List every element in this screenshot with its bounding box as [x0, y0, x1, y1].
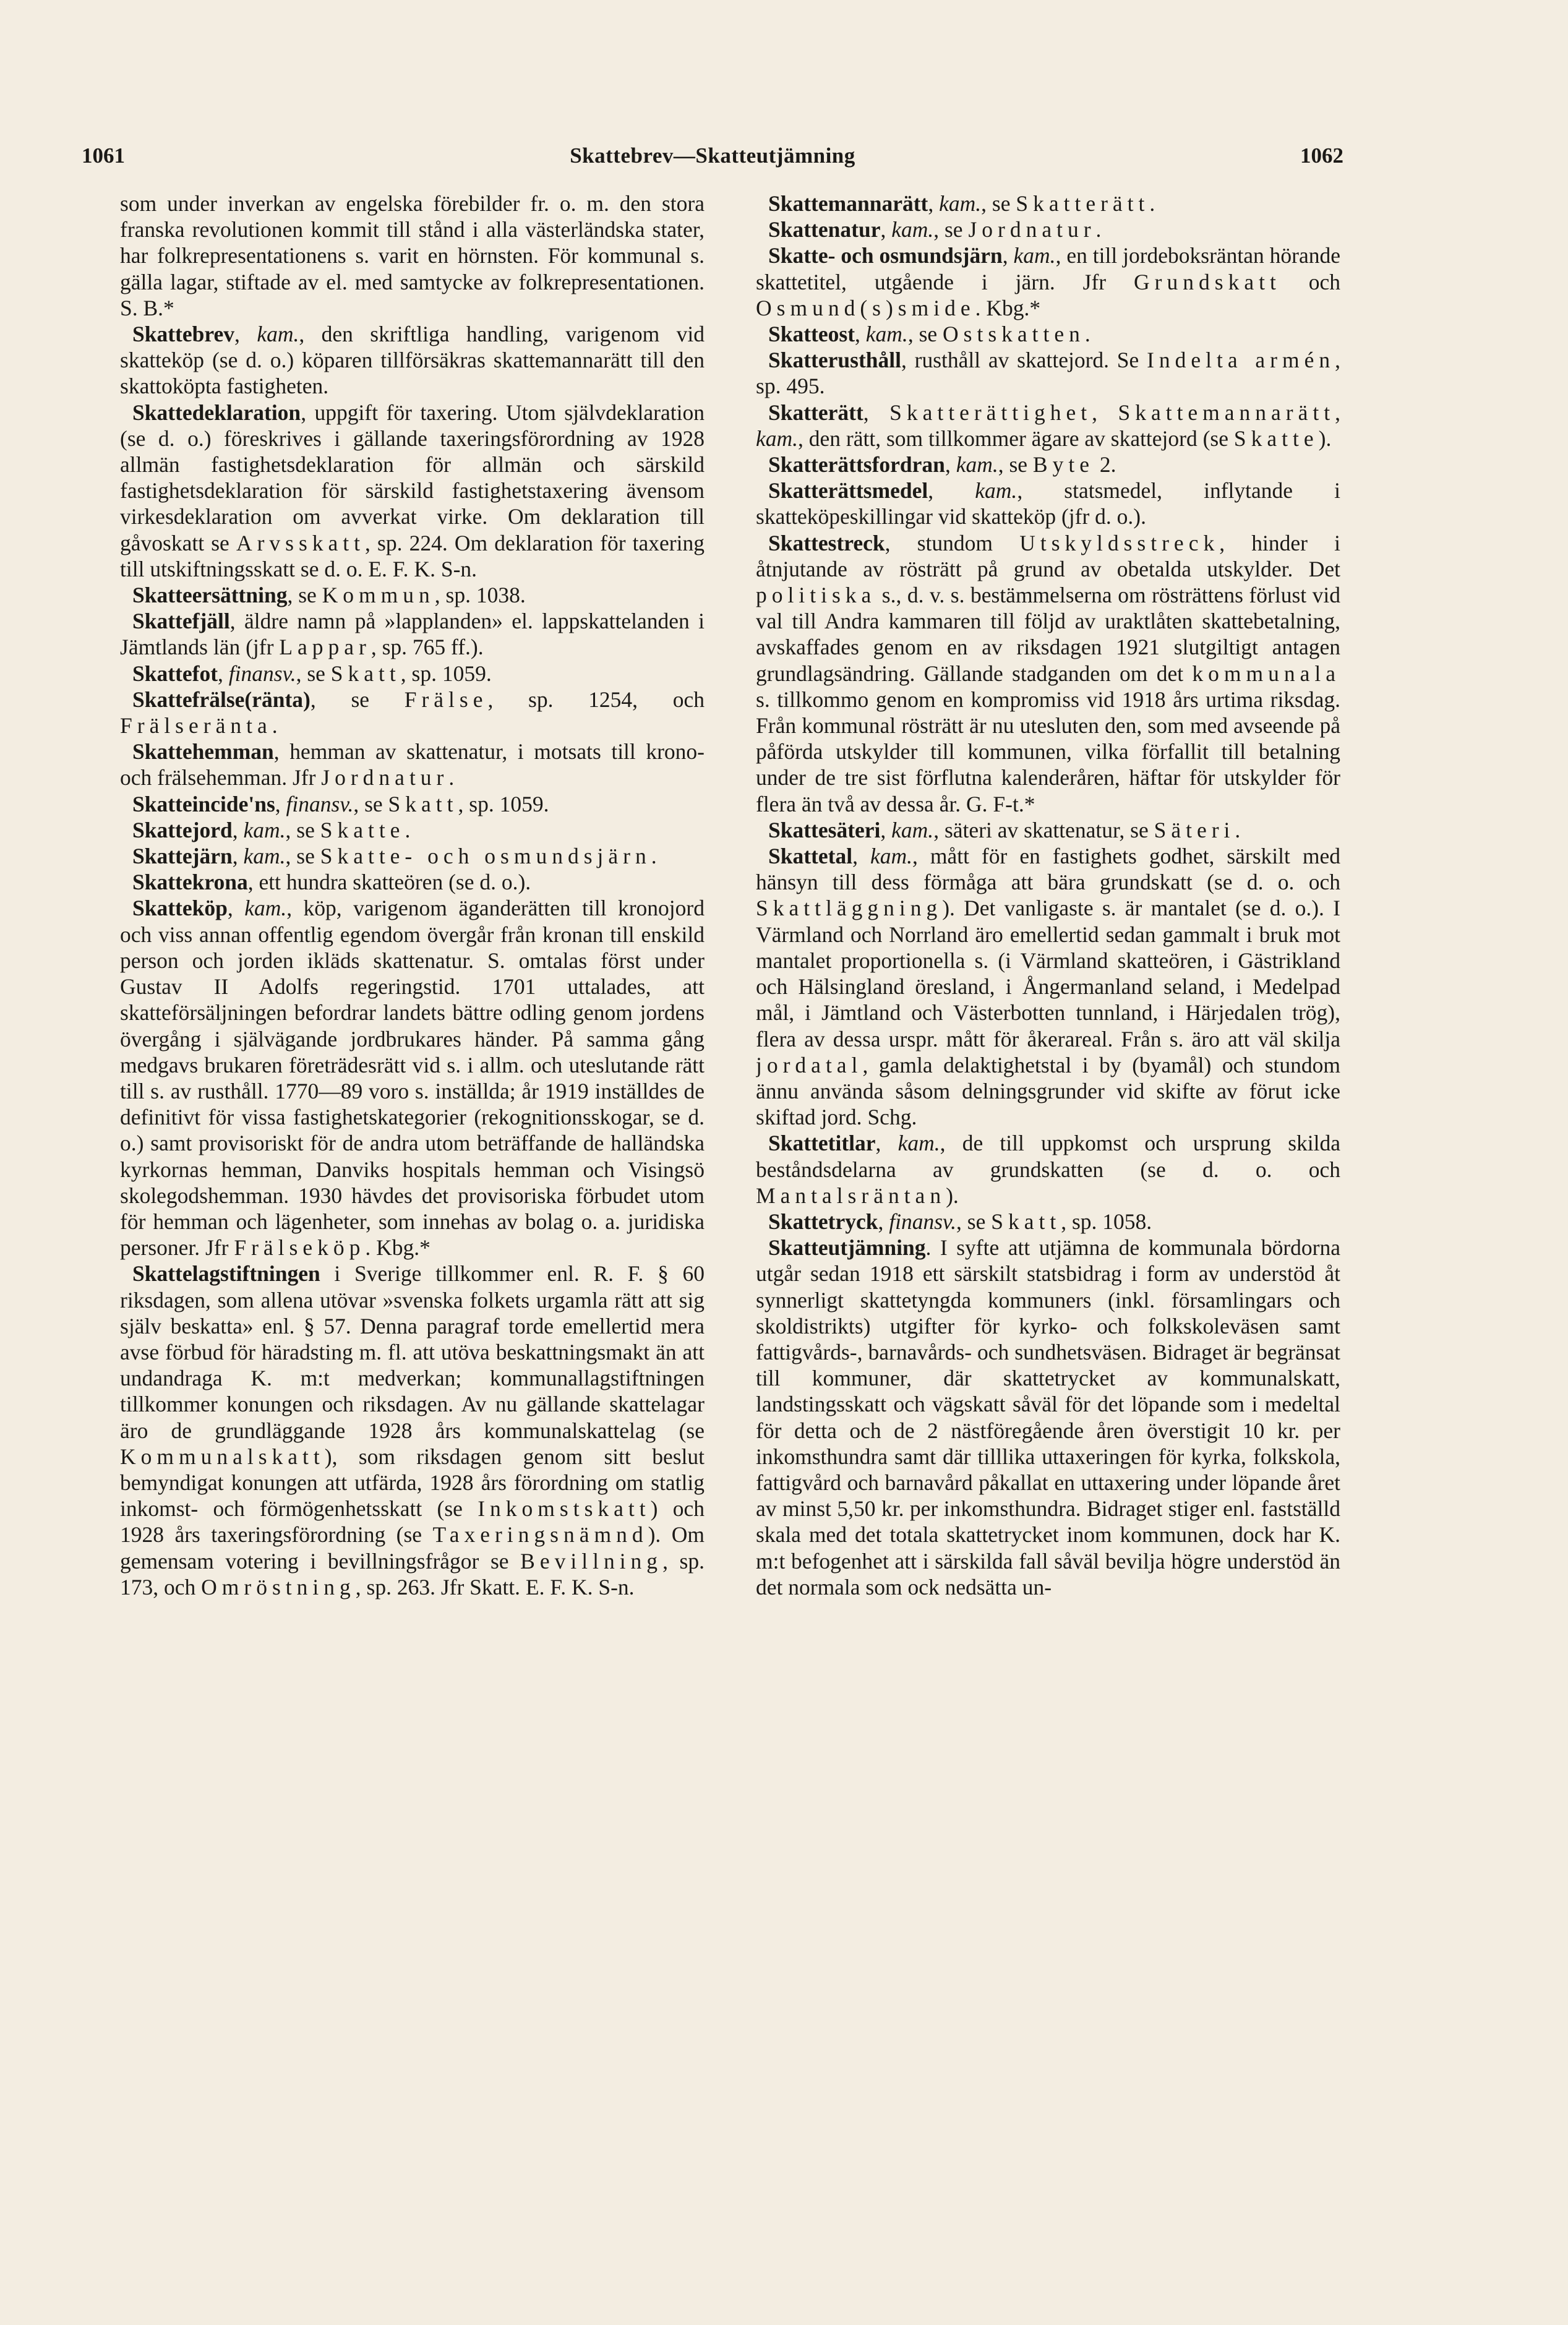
entry-headword: Skatteincide'ns [132, 791, 275, 816]
cross-reference: Frälse [404, 687, 488, 712]
cross-reference: kommunala [1192, 661, 1340, 686]
entry-headword: Skattejord [132, 817, 233, 842]
entry-headword: Skatterusthåll [768, 348, 901, 373]
entry-text: , [928, 478, 975, 503]
cross-reference: Skatt [388, 791, 458, 816]
entry-text: , stundom [885, 530, 1020, 555]
entry-text: , gamla delaktighetstal i by (byamål) och stundom ännu använda såsom delningsgrunder vid skifte av förut icke skiftad jord. [756, 1052, 1340, 1130]
entry-headword: Skatterätt [768, 400, 863, 425]
cross-reference: Frälseköp [234, 1235, 366, 1261]
dictionary-entry [756, 817, 1340, 843]
entry-headword: Skattemannarätt [768, 191, 928, 216]
cross-reference: Frälseränta [120, 713, 272, 739]
page-number-right: 1062 [1300, 143, 1343, 168]
dictionary-entry [120, 687, 705, 739]
entry-abbreviation: kam. [898, 1131, 940, 1156]
cross-reference: Säteri [1154, 817, 1235, 842]
entry-text: . [651, 844, 657, 869]
entry-text: . [365, 1235, 377, 1261]
entry-text: . I syfte att utjämna de kommunala bördorna utgår sedan 1918 ett särskilt statsbidrag i form av understöd åt synnerligt skattetyngda kommuners (inkl. församlingars och skoldistrikts) utgifter för kyrko- och folkskoleväsen samt fattigvårds-, barnavårds- och sundhetsväsen. Bidraget är begränsat till kommuner, där skattetrycket av kommunalskatt, landstingsskatt och vägskatt såväl för det löpande som i medeltal för detta och de 2 nästföregående åren överstigit 10 kr. per inkomsthundra samt där tilllika uttaxeringen för kyrka, folkskola, fattigvård och barnavård påkallat en uttaxering under löpande året av minst 5,50 kr. per inkomsthundra. Bidraget stiger enl. fastställd skala med det totala skattetrycket inom kommunen, dock har K. m:t befogenhet att i särskilda fall såväl bevilja högre understöd än det normala som ock nedsätta un- [756, 1235, 1340, 1599]
entry-abbreviation: kam. [257, 322, 299, 347]
entry-text: , [880, 217, 892, 242]
entry-text: s., d. v. s. bestämmelserna om rösträttens förlust vid val till Andra kammaren till följd av uraktlåten skattebetalning, avskaffades genom en av riksdagen 1921 slutgiltigt antagen grundlagsändring. Gällande stadganden om det [756, 583, 1340, 686]
entry-text: , se [907, 322, 943, 347]
cross-reference: Kommunalskatt [120, 1444, 325, 1469]
dictionary-entry [120, 817, 705, 843]
dictionary-entry [756, 1209, 1340, 1235]
entry-text: ). [946, 1183, 959, 1208]
left-column [120, 191, 705, 2188]
entry-headword: Skatterättsfordran [768, 452, 945, 477]
entry-abbreviation: kam. [243, 844, 286, 869]
cross-reference: Bevillning [520, 1548, 663, 1574]
cross-reference: Mantalsräntan [756, 1183, 946, 1208]
cross-reference: jordatal [756, 1052, 863, 1077]
entry-text: , [1092, 400, 1118, 425]
entry-text: , sp. 765 ff.). [371, 635, 484, 660]
cross-reference: Ostskatten [943, 322, 1085, 347]
entry-abbreviation: kam. [1013, 243, 1056, 268]
cross-reference: Grundskatt [1134, 269, 1281, 294]
dictionary-entry [120, 608, 705, 660]
entry-text: ). [1318, 426, 1332, 451]
cross-reference: Skattemannarätt [1118, 400, 1335, 425]
entry-text: , statsmedel, inflytande i skatteköpeskillingar vid skatteköp (jfr d. o.). [756, 478, 1340, 529]
entry-headword: Skattefjäll [132, 609, 230, 634]
cross-reference: Osmund(s)smide [756, 295, 975, 320]
entry-text: , [234, 322, 257, 347]
entry-abbreviation: kam. [891, 817, 934, 842]
entry-text: , [218, 661, 229, 686]
entry-text: , [227, 896, 245, 921]
entry-headword: Skattesäteri [768, 817, 881, 842]
entry-text: , [855, 322, 866, 347]
entry-abbreviation: kam. [243, 817, 286, 842]
entry-headword: Skattehemman [132, 739, 274, 764]
entry-abbreviation: kam. [891, 217, 934, 242]
dictionary-entry [120, 843, 705, 869]
entry-text: , den rätt, som tillkommer ägare av skattejord (se [798, 426, 1234, 451]
entry-abbreviation: finansv. [228, 661, 296, 686]
entry-text: . [1235, 817, 1241, 842]
entry-text: , [232, 817, 244, 842]
entry-text: , [275, 791, 286, 816]
entry-text: , [880, 817, 892, 842]
cross-reference: Utskyldsstreck [1019, 530, 1220, 555]
dictionary-entry [120, 582, 705, 608]
entry-text: . [272, 713, 278, 739]
dictionary-entry [756, 242, 1340, 321]
entry-text: , [1335, 400, 1340, 425]
dictionary-entry [756, 400, 1340, 452]
entry-text: i Sverige tillkommer enl. R. F. § 60 riksdagen, som allena utövar »svenska folkets urgamla rätt att sig själv beskatta» enl. § 57. Denna paragraf torde emellertid mera avse förbud för häradsting m. fl. att utöva beskattningsmakt än att undandraga K. m:t medverkan; kommunallagstiftningen tillkommer konungen och riksdagen. Av nu gällande skattelagar äro de grundläggande 1928 års kommunalskattelag (se [120, 1261, 705, 1443]
author-signature: Kbg.* [376, 1235, 431, 1261]
entry-abbreviation: kam. [956, 452, 998, 477]
entry-text: , [852, 844, 870, 869]
dictionary-entry [120, 400, 705, 582]
entry-text: , sp. 224. Om deklaration för taxering till utskiftningsskatt se d. o. E. F. K. S-n. [120, 530, 705, 581]
entry-text: , se [287, 583, 322, 608]
entry-text: , se [353, 791, 388, 816]
entry-headword: Skattelagstiftningen [132, 1261, 320, 1287]
dictionary-entry [120, 895, 705, 1261]
entry-headword: Skattekrona [132, 870, 248, 895]
entry-text: , sp. 1254, och [487, 687, 705, 712]
entry-text: 2. [1094, 452, 1116, 477]
entry-headword: Skattetitlar [768, 1131, 876, 1156]
dictionary-entry [756, 347, 1340, 399]
entry-headword: Skattebrev [132, 322, 235, 347]
entry-text: , se [933, 217, 969, 242]
entry-text: , säteri av skattenatur, se [933, 817, 1154, 842]
entry-text: . [975, 295, 987, 320]
entry-text: , se [310, 687, 405, 712]
cross-reference: Arvsskatt [236, 530, 366, 555]
entry-text: , sp. 1058. [1061, 1209, 1152, 1234]
entry-text: som under inverkan av engelska förebilder fr. o. m. den stora franska revolutionen kommit till stånd i alla västerländska stater, har folkrepresentationens s. varit en hörnsten. För kommunal s. gälla lagar, stiftade av el. med samtycke av folkrepresentationen. S. B.* [120, 191, 705, 320]
dictionary-entry [756, 216, 1340, 242]
entry-text: , sp. 495. [756, 348, 1340, 399]
cross-reference: politiska [756, 583, 876, 608]
entry-headword: Skattestreck [768, 530, 885, 555]
dictionary-entry [120, 1261, 705, 1600]
entry-text: , sp. 1059. [458, 791, 549, 816]
entry-headword: Skattetryck [768, 1209, 878, 1234]
entry-text: , hemman av skattenatur, i motsats till krono- och frälsehemman. Jfr [120, 739, 705, 790]
cross-reference: Byte [1032, 452, 1094, 477]
entry-text: , mått för en fastighets godhet, särskilt med hänsyn till dess förmåga att bära grundskatt (se d. o. och [756, 844, 1340, 895]
entry-text: , se [285, 817, 320, 842]
cross-reference: Skatte [320, 817, 405, 842]
page-number-left: 1061 [82, 143, 125, 168]
author-signature: Kbg.* [986, 295, 1041, 320]
entry-text: , rusthåll av skattejord. Se [901, 348, 1147, 373]
entry-text: ), som riksdagen genom sitt beslut bemyndigat konungen att utfärda, 1928 års förordning om statlig inkomst- och förmögenhetsskatt (se [120, 1444, 705, 1522]
entry-headword: Skatteersättning [132, 583, 288, 608]
cross-reference: Jordnatur [321, 765, 449, 790]
cross-reference: Skatte- och osmundsjärn [320, 844, 651, 869]
cross-reference: Lappar [279, 635, 371, 660]
dictionary-entry [120, 321, 705, 400]
cross-reference: Skatterätt [1016, 191, 1150, 216]
entry-text: . [448, 765, 455, 790]
entry-abbreviation: kam. [865, 322, 908, 347]
dictionary-entry [756, 843, 1340, 1130]
dictionary-entry [756, 477, 1340, 529]
dictionary-entry [120, 661, 705, 687]
entry-headword: Skattedeklaration [132, 400, 301, 425]
dictionary-entry [756, 1130, 1340, 1209]
entry-text: , se [956, 1209, 992, 1234]
entry-text: ). Det vanligaste s. är mantalet (se d. o.). I Värmland och Norrland äro emellertid sedan gammalt i bruk mot mantalet proportionella s. (i Värmland skatteören, i Gästrikland och Hälsingland öresland, i Ångermanland seland, i Medelpad mål, i Jämtland och Västerbotten tunnland, i Härjedalen trög), flera av dessa urspr. mått för åkerareal. Från s. äro att väl skilja [756, 896, 1340, 1051]
entry-abbreviation: kam. [244, 896, 287, 921]
entry-text: , sp. 263. Jfr Skatt. E. F. K. S-n. [355, 1574, 635, 1599]
entry-abbreviation: finansv. [889, 1209, 957, 1234]
dictionary-entry [120, 191, 705, 321]
entry-text: ). Om gemensam votering i bevillningsfrågor se [120, 1522, 705, 1574]
entry-text: , den skriftliga handling, varigenom vid skatteköp (se d. o.) köparen tillförsäkras skattemannarätt till den skattoköpta fastigheten. [120, 322, 705, 399]
entry-headword: Skatterättsmedel [768, 478, 928, 503]
entry-headword: Skatteost [768, 322, 855, 347]
author-signature: Schg. [867, 1105, 917, 1130]
entry-text: , en till jordeboksräntan hörande skattetitel, utgående i järn. Jfr [756, 243, 1340, 294]
dictionary-entry [756, 191, 1340, 216]
entry-headword: Skattefot [132, 661, 218, 686]
entry-abbreviation: kam. [939, 191, 982, 216]
entry-abbreviation: finansv. [286, 791, 354, 816]
entry-abbreviation: kam. [756, 426, 799, 451]
entry-headword: Skatteutjämning [768, 1235, 926, 1261]
entry-text: , sp. 173, och [120, 1548, 705, 1599]
entry-abbreviation: kam. [975, 478, 1017, 503]
entry-text: , [875, 1131, 898, 1156]
dictionary-entry [120, 739, 705, 790]
entry-headword: Skatte- och osmundsjärn [768, 243, 1003, 268]
entry-text: , köp, varigenom äganderätten till kronojord och viss annan offentlig egendom övergår från kronan till enskild person och jorden ikläds skattenatur. S. omtalas först under Gustav II Adolfs regeringstid. 1701 uttalades, att skatteförsäljningen befordrar landets bättre odling genom jordens övergång i självägande jordbrukares händer. På samma gång medgavs brukaren företrädesrätt vid s. i allm. och uteslutande rätt till s. av rusthåll. 1770—89 voro s. inställda; år 1919 inställdes de definitivt för vissa fastighetskategorier (rekognitionsskogar, se d. o.) samt provisoriskt för de andra utom beträffande de halländska kyrkornas hemman, Danviks hospitals hemman och Visingsö skolegodshemman. 1930 hävdes det provisoriska förbudet utom för hemman och lägenheter, som innehas av bolag o. a. juridiska personer. Jfr [120, 896, 705, 1261]
cross-reference: Skatt [330, 661, 401, 686]
entry-text: , [928, 191, 940, 216]
cross-reference: Taxeringsnämnd [432, 1522, 648, 1548]
entry-text: , uppgift för taxering. Utom självdeklaration (se d. o.) föreskrives i gällande taxeringsförordning av 1928 allmän fastighetsdeklaration för allmän och särskild fastighetsdeklaration för särskild fastighetstaxering ävensom virkesdeklaration om avverkat virke. Om deklaration till gåvoskatt se [120, 400, 705, 555]
entry-text: , se [981, 191, 1016, 216]
entry-text: , de till uppkomst och ursprung skilda beståndsdelarna av grundskatten (se d. o. och [756, 1131, 1340, 1182]
entry-text: , se [296, 661, 331, 686]
entry-headword: Skattenatur [768, 217, 881, 242]
dictionary-entry [120, 791, 705, 817]
cross-reference: Skatterättighet [889, 400, 1092, 425]
dictionary-entry [756, 1235, 1340, 1600]
entry-text: , [863, 400, 890, 425]
entry-headword: Skattejärn [132, 844, 233, 869]
entry-text: . [405, 817, 411, 842]
entry-headword: Skattetal [768, 844, 853, 869]
cross-reference: Skatt [991, 1209, 1061, 1234]
cross-reference: Omröstning [201, 1574, 356, 1599]
running-title: Skattebrev—Skatteutjämning [570, 143, 855, 168]
page-header [82, 143, 1343, 181]
entry-text: , sp. 1059. [400, 661, 492, 686]
cross-reference: Skatte [1233, 426, 1319, 451]
entry-text: , se [285, 844, 320, 869]
cross-reference: Kommun [322, 583, 435, 608]
entry-headword: Skatteköp [132, 896, 228, 921]
entry-text: . [1084, 322, 1090, 347]
dictionary-entry [756, 452, 1340, 477]
cross-reference: Inkomstskatt [478, 1496, 651, 1522]
entry-text: , [945, 452, 956, 477]
right-column [756, 191, 1340, 2188]
dictionary-entry [756, 530, 1340, 817]
entry-text: ) och 1928 års taxeringsförordning (se [120, 1496, 705, 1548]
entry-text: , [232, 844, 244, 869]
dictionary-entry [120, 869, 705, 895]
entry-text: , se [998, 452, 1033, 477]
entry-abbreviation: kam. [870, 844, 912, 869]
entry-text: , hinder i åtnjutande av rösträtt på grund av obetalda utskylder. Det [756, 530, 1340, 581]
cross-reference: Indelta armén [1147, 348, 1335, 373]
entry-text: och [1280, 269, 1340, 294]
cross-reference: Skattläggning [756, 896, 943, 921]
entry-text: , [878, 1209, 889, 1234]
entry-text: , sp. 1038. [434, 583, 526, 608]
entry-headword: Skattefrälse(ränta) [132, 687, 311, 712]
entry-text: . [1095, 217, 1102, 242]
entry-text: , äldre namn på »lapplanden» el. lappskattelanden i Jämtlands län (jfr [120, 609, 705, 660]
dictionary-entry [756, 321, 1340, 347]
entry-text: , [1002, 243, 1014, 268]
author-signature: G. F-t.* [966, 791, 1035, 816]
entry-text: . [1149, 191, 1155, 216]
cross-reference: Jordnatur [968, 217, 1096, 242]
entry-text: , ett hundra skatteören (se d. o.). [247, 870, 531, 895]
entry-text: s. tillkommo genom en kompromiss vid 1918 års urtima riksdag. Från kommunal rösträtt är nu utesluten den, som med avseende på påförda utskylder till kommunen, vilka förfallit till betalning under de tre sist förflutna kalenderåren, häftar för utskylder för flera än två av dessa år. [756, 687, 1340, 816]
